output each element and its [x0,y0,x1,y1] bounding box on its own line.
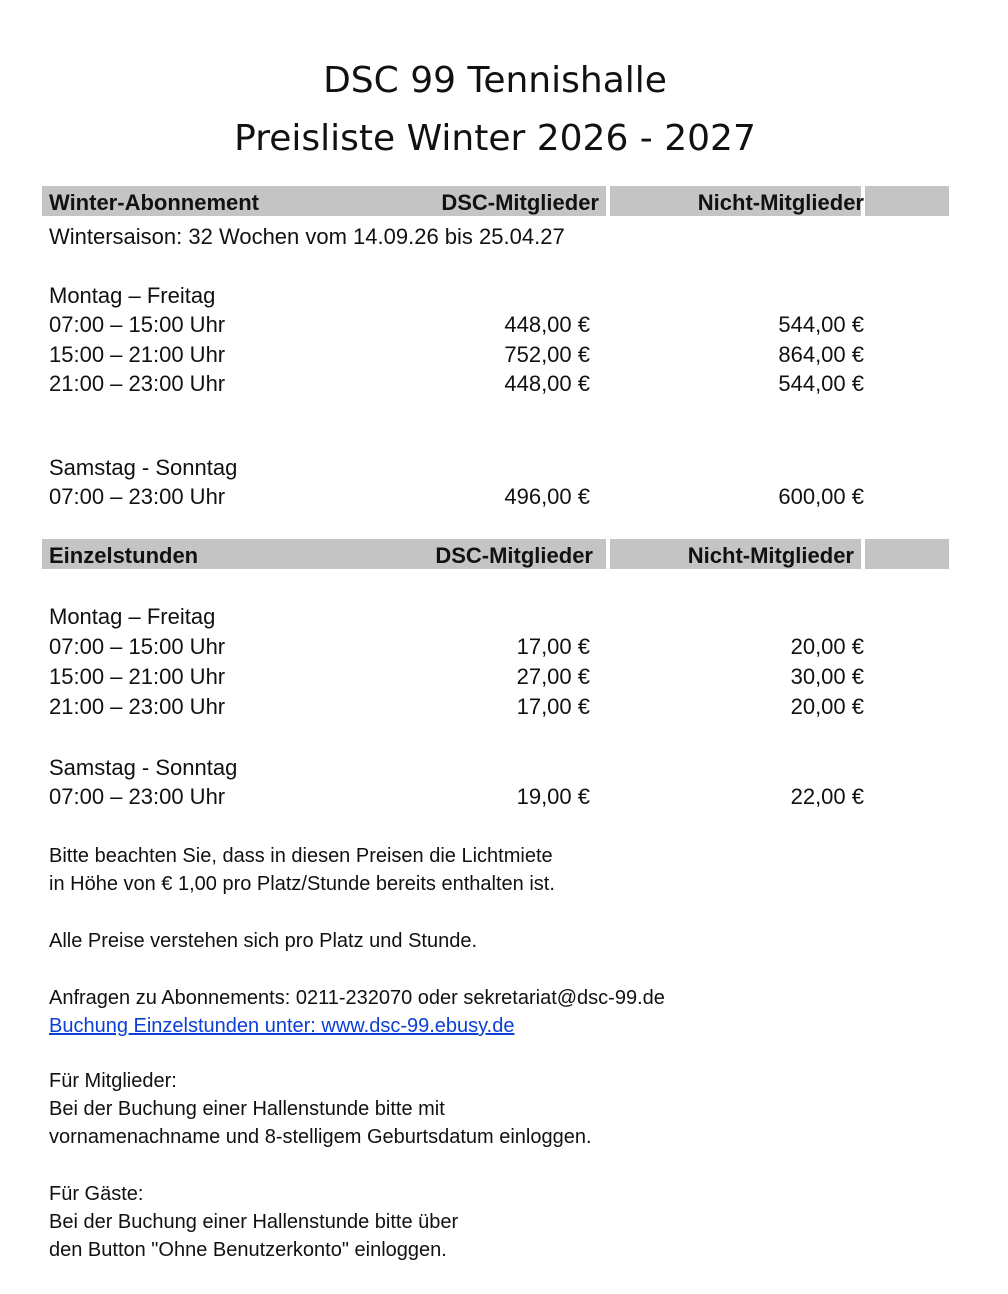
abo-weekend-label: Samstag - Sonntag [49,455,238,480]
abo-row-member-price: 448,00 € [504,312,590,337]
single-row-time: 15:00 – 21:00 Uhr [49,664,226,689]
abo-header-members: DSC-Mitglieder [441,190,599,215]
single-row-nonmember-price: 20,00 € [790,694,864,719]
single-row-nonmember-price: 20,00 € [790,634,864,659]
single-row-time: 21:00 – 23:00 Uhr [49,694,226,719]
guests-line-1: Bei der Buchung einer Hallenstunde bitte über [49,1211,459,1233]
abo-header-bar [42,186,949,216]
single-row-time: 07:00 – 15:00 Uhr [49,634,226,659]
page-title: DSC 99 Tennishalle [323,60,667,101]
single-row-nonmember-price: 30,00 € [790,664,864,689]
abo-row-nonmember-price: 544,00 € [778,312,864,337]
abo-header-nonmembers: Nicht-Mitglieder [697,190,864,215]
single-row-member-price: 17,00 € [516,634,590,659]
booking-link[interactable]: Buchung Einzelstunden unter: www.dsc-99.ebusy.de [49,1015,515,1037]
abo-row-member-price: 448,00 € [504,371,590,396]
single-row-member-price: 27,00 € [516,664,590,689]
abo-row-nonmember-price: 864,00 € [778,342,864,367]
page-subtitle: Preisliste Winter 2026 - 2027 [234,118,756,159]
abo-row-time: 07:00 – 15:00 Uhr [49,312,226,337]
abo-row-member-price: 752,00 € [504,342,590,367]
note-inquiry: Anfragen zu Abonnements: 0211-232070 oder sekretariat@dsc-99.de [49,987,665,1009]
guests-heading: Für Gäste: [49,1183,144,1205]
single-weekend-label: Samstag - Sonntag [49,755,238,780]
single-header-nonmembers: Nicht-Mitglieder [687,543,854,568]
abo-row-nonmember-price: 544,00 € [778,371,864,396]
abo-row-time: 07:00 – 23:00 Uhr [49,484,226,509]
members-line-2: vornamenachname und 8-stelligem Geburtsdatum einloggen. [49,1126,592,1148]
abo-row-time: 15:00 – 21:00 Uhr [49,342,226,367]
single-row-member-price: 19,00 € [516,784,590,809]
single-row-time: 07:00 – 23:00 Uhr [49,784,226,809]
abo-row-time: 21:00 – 23:00 Uhr [49,371,226,396]
single-header-bar [42,539,949,569]
note-light-line-1: Bitte beachten Sie, dass in diesen Preisen die Lichtmiete [49,845,553,867]
single-header-members: DSC-Mitglieder [435,543,593,568]
single-row-member-price: 17,00 € [516,694,590,719]
abo-season: Wintersaison: 32 Wochen vom 14.09.26 bis 25.04.27 [49,224,565,249]
note-light-line-2: in Höhe von € 1,00 pro Platz/Stunde bereits enthalten ist. [49,873,555,895]
abo-weekday-label: Montag – Freitag [49,283,216,308]
abo-row-nonmember-price: 600,00 € [778,484,864,509]
note-per-court: Alle Preise verstehen sich pro Platz und Stunde. [49,930,478,952]
single-weekday-label: Montag – Freitag [49,604,216,629]
members-heading: Für Mitglieder: [49,1070,177,1092]
header-divider [606,186,610,216]
abo-header-label: Winter-Abonnement [49,190,260,215]
single-header-label: Einzelstunden [49,543,199,568]
members-line-1: Bei der Buchung einer Hallenstunde bitte mit [49,1098,445,1120]
header-divider [606,539,610,569]
guests-line-2: den Button "Ohne Benutzerkonto" einloggen. [49,1239,447,1261]
abo-row-member-price: 496,00 € [504,484,590,509]
header-divider [861,539,865,569]
single-row-nonmember-price: 22,00 € [790,784,864,809]
